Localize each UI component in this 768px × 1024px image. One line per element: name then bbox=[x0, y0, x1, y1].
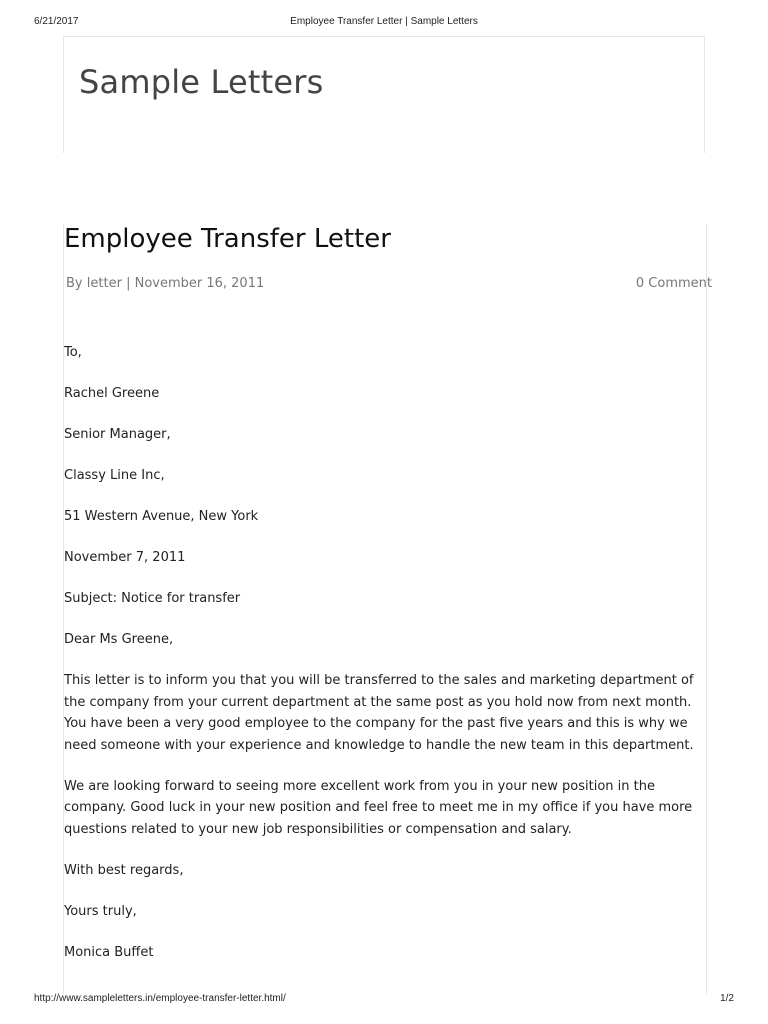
article bbox=[63, 224, 712, 994]
post-date: November 16, 2011 bbox=[134, 276, 265, 291]
print-header bbox=[0, 16, 768, 30]
meta-by: By bbox=[66, 276, 83, 291]
letter-body bbox=[64, 342, 700, 983]
author-link[interactable]: letter bbox=[86, 276, 122, 291]
recipient-title: Senior Manager, bbox=[64, 427, 171, 442]
letter-paragraph: We are looking forward to seeing more excellent work from you in your new position in the company. Good luck in your new position and feel free to meet me in my office if you have more questions related to your new job responsibilities or compensation and salary. bbox=[64, 778, 693, 837]
article-title: Employee Transfer Letter bbox=[64, 224, 391, 254]
letter-signature: Monica Buffet bbox=[64, 944, 154, 960]
print-date: 6/21/2017 bbox=[34, 16, 79, 27]
meta-separator: | bbox=[126, 276, 131, 291]
article-meta bbox=[66, 276, 710, 291]
site-header bbox=[63, 36, 705, 153]
comments-link[interactable]: 0 Comment bbox=[635, 276, 712, 291]
recipient-company: Classy Line Inc, bbox=[64, 468, 165, 483]
print-page-title: Employee Transfer Letter | Sample Letters bbox=[290, 16, 478, 27]
letter-closing: With best regards, bbox=[64, 862, 184, 878]
print-url: http://www.sampleletters.in/employee-transfer-letter.html/ bbox=[34, 993, 286, 1004]
letter-signoff: Yours truly, bbox=[64, 903, 137, 919]
letter-paragraph: This letter is to inform you that you will be transferred to the sales and marketing department of the company from your current department at the same post as you hold now from next month. You have been a very good employee to the company for the past five years and this is why we need someone with your experience and knowledge to handle the new team in this department. bbox=[64, 673, 694, 753]
letter-salutation-to: To, bbox=[64, 345, 82, 360]
letter-subject: Subject: Notice for transfer bbox=[64, 591, 241, 606]
letter-greeting: Dear Ms Greene, bbox=[64, 632, 174, 647]
recipient-address: 51 Western Avenue, New York bbox=[64, 509, 259, 524]
letter-date: November 7, 2011 bbox=[64, 550, 186, 565]
print-page-number: 1/2 bbox=[720, 993, 734, 1004]
recipient-name: Rachel Greene bbox=[64, 386, 160, 401]
print-footer bbox=[0, 993, 768, 1007]
site-title[interactable]: Sample Letters bbox=[79, 63, 324, 101]
